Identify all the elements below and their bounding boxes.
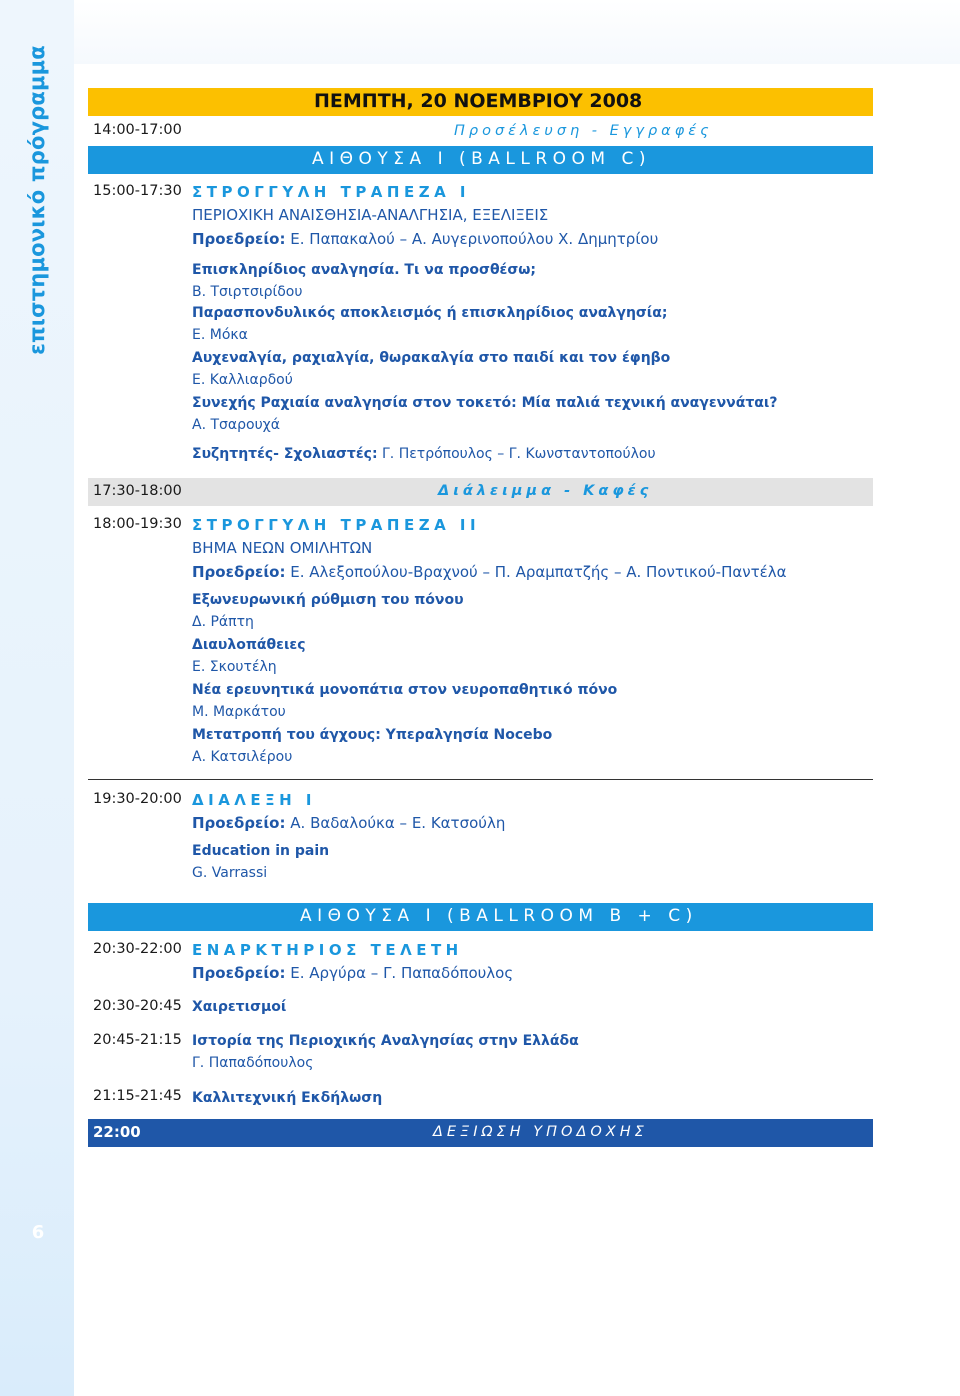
round-table-1-chair — [192, 230, 658, 248]
round-table-1-time: 15:00-17:30 — [93, 183, 182, 199]
break-label: Διάλειμμα - Καφές — [438, 483, 653, 499]
opening-item-time: 21:15-21:45 — [93, 1088, 182, 1104]
talk-title: Συνεχής Ραχιαία αναλγησία στον τοκετό: Μία παλιά τεχνική αναγεννάται? — [192, 395, 778, 411]
page-number: 6 — [31, 1222, 45, 1243]
talk-title: Επισκληρίδιος αναλγησία. Τι να προσθέσω; — [192, 262, 537, 278]
talk-title: Αυχεναλγία, ραχιαλγία, θωρακαλγία στο παιδί και τον έφηβο — [192, 350, 671, 366]
talk-speaker: Β. Τσιρτσιρίδου — [192, 284, 303, 300]
talk-title: Εξωνευρωνική ρύθμιση του πόνου — [192, 592, 464, 608]
sidebar-title: επιστημονικό πρόγραμμα — [25, 45, 49, 355]
opening-item-title: Ιστορία της Περιοχικής Αναλγησίας στην Ελλάδα — [192, 1033, 579, 1049]
header-strip — [74, 0, 960, 64]
lecture-chair — [192, 814, 505, 832]
lecture-speaker: G. Varrassi — [192, 865, 268, 881]
chair-label: Προεδρείο: — [192, 964, 286, 982]
reception-time: 22:00 — [93, 1123, 141, 1141]
talk-speaker: Ε. Σκουτέλη — [192, 659, 277, 675]
lecture-time: 19:30-20:00 — [93, 791, 182, 807]
talk-speaker: Α. Τσαρουχά — [192, 417, 280, 433]
opening-chair — [192, 964, 513, 982]
discussants-label: Συζητητές- Σχολιαστές: — [192, 446, 378, 462]
talk-title: Νέα ερευνητικά μονοπάτια στον νευροπαθητικό πόνο — [192, 682, 618, 698]
chair-names: Ε. Αργύρα – Γ. Παπαδόπουλος — [290, 964, 514, 982]
registration-time: 14:00-17:00 — [93, 122, 182, 138]
lecture-title: ΔΙΑΛΕΞΗ Ι — [192, 791, 316, 809]
opening-title: ΕΝΑΡΚΤΗΡΙΟΣ ΤΕΛΕΤΗ — [192, 941, 463, 959]
chair-names: Α. Βαδαλούκα – Ε. Κατσούλη — [290, 814, 506, 832]
round-table-2-chair — [192, 563, 787, 581]
hall2-title: ΑΙΘΟΥΣΑ Ι (BALLROOM B + C) — [300, 906, 698, 926]
talk-speaker: Α. Κατσιλέρου — [192, 749, 293, 765]
opening-time: 20:30-22:00 — [93, 941, 182, 957]
opening-item-time: 20:30-20:45 — [93, 998, 182, 1014]
day-title: ΠΕΜΠΤΗ, 20 ΝΟΕΜΒΡΙΟΥ 2008 — [314, 90, 643, 112]
chair-names: Ε. Παπακαλού – Α. Αυγερινοπούλου Χ. Δημητρίου — [290, 230, 659, 248]
round-table-1-subtitle: ΠΕΡΙΟΧΙΚΗ ΑΝΑΙΣΘΗΣΙΑ-ΑΝΑΛΓΗΣΙΑ, ΕΞΕΛΙΞΕΙΣ — [192, 206, 549, 224]
talk-speaker: Ε. Καλλιαρδού — [192, 372, 293, 388]
opening-item-speaker: Γ. Παπαδόπουλος — [192, 1055, 314, 1071]
registration-label: Προσέλευση - Εγγραφές — [454, 123, 713, 139]
talk-title: Μετατροπή του άγχους: Υπεραλγησία Nocebo — [192, 727, 553, 743]
opening-item-time: 20:45-21:15 — [93, 1032, 182, 1048]
chair-label: Προεδρείο: — [192, 814, 286, 832]
chair-label: Προεδρείο: — [192, 563, 286, 581]
discussants-names: Γ. Πετρόπουλος – Γ. Κωνσταντοπούλου — [382, 446, 656, 462]
round-table-2-time: 18:00-19:30 — [93, 516, 182, 532]
sidebar — [0, 0, 74, 1396]
break-time: 17:30-18:00 — [93, 483, 182, 499]
round-table-1-title: ΣΤΡΟΓΓΥΛΗ ΤΡΑΠΕΖΑ Ι — [192, 183, 471, 201]
round-table-2-title: ΣΤΡΟΓΓΥΛΗ ΤΡΑΠΕΖΑ ΙΙ — [192, 516, 481, 534]
opening-item-title: Καλλιτεχνική Εκδήλωση — [192, 1090, 383, 1106]
chair-names: Ε. Αλεξοπούλου-Βραχνού – Π. Αραμπατζής – Α. Ποντικού-Παντέλα — [290, 563, 787, 581]
talk-title: Παρασπονδυλικός αποκλεισμός ή επισκληρίδιος αναλγησία; — [192, 305, 668, 321]
talk-speaker: Ε. Μόκα — [192, 327, 248, 343]
discussants — [192, 446, 656, 462]
opening-item-title: Χαιρετισμοί — [192, 999, 287, 1015]
talk-title: Διαυλοπάθειες — [192, 637, 306, 653]
hall1-title: ΑΙΘΟΥΣΑ Ι (BALLROOM C) — [312, 149, 651, 169]
talk-speaker: Δ. Ράπτη — [192, 614, 254, 630]
round-table-2-subtitle: ΒΗΜΑ ΝΕΩΝ ΟΜΙΛΗΤΩΝ — [192, 539, 373, 557]
reception-label: ΔΕΞΙΩΣΗ ΥΠΟΔΟΧΗΣ — [433, 1124, 648, 1140]
talk-speaker: Μ. Μαρκάτου — [192, 704, 286, 720]
lecture-talk-title: Education in pain — [192, 843, 330, 859]
chair-label: Προεδρείο: — [192, 230, 286, 248]
section-divider — [88, 779, 873, 780]
